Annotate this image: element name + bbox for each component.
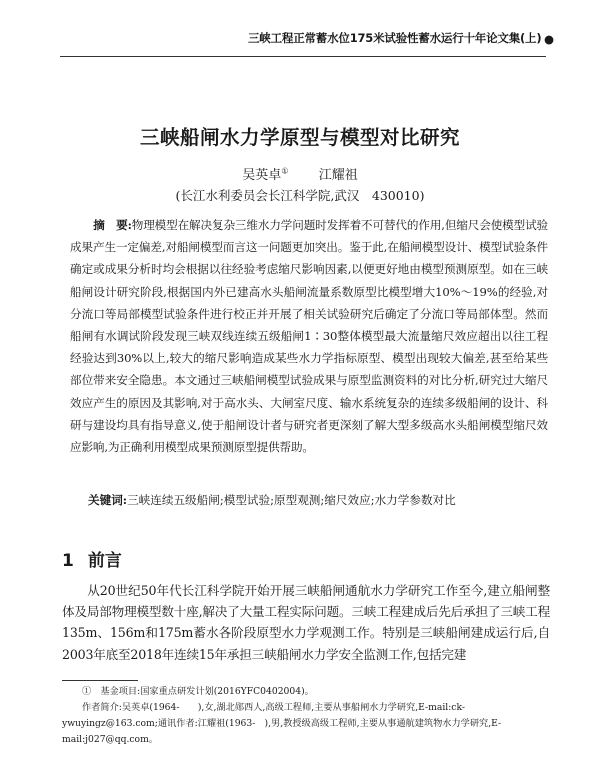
body-paragraph: 从20世纪50年代长江科学院开始开展三峡船闸通航水力学研究工作至今,建立船闸整体及局部物理模型数十座,解决了大量工程实际问题。三峡工程建成后先后承担了三峡工程135m、156m和175m蓄水各阶段原型水力学观测工作。特别是三峡船闸建成运行后,自2003年底至2018年连续15年承担三峡船闸水力学安全监测工作,包括完建 [62,583,550,662]
affiliation: (长江水利委员会长江科学院,武汉 430010) [175,188,425,203]
keywords-text: 三峡连续五级船闸;模型试验;原型观测;缩尺效应;水力学参数对比 [127,493,456,507]
section-title: 前言 [87,551,122,571]
section-number: 1 [62,551,74,571]
running-head-mark: ● [544,32,554,46]
running-head-text: 三峡工程正常蓄水位175米试验性蓄水运行十年论文集(上) [248,31,542,45]
abstract [70,214,548,458]
abstract-label: 摘 要: [93,218,132,232]
footnote-fund: ① 基金项目:国家重点研发计划(2016YFC0402004)。 [82,686,314,697]
footnotes [62,684,550,748]
paper-title: 三峡船闸水力学原型与模型对比研究 [139,126,460,149]
footnote-bio: 作者简介:吴英卓(1964- ),女,湖北郧西人,高级工程师,主要从事船闸水力学研究,E-mail:ck-ywuyingz@163.com;通讯作者:江耀祖(1963- ),男,教授级高级工程师,主要从事通航建筑物水力学研究,E-mail:j027@qq.com。 [62,702,502,745]
author-2: 江耀祖 [318,168,358,183]
author-1-mark: ① [281,166,289,176]
section-heading [62,546,362,571]
footnote-rule [62,680,138,681]
header-rule [60,56,546,57]
running-head [248,30,554,54]
keywords [88,490,548,510]
author-1: 吴英卓 [242,168,282,183]
authors [0,164,600,183]
keywords-label: 关键词: [88,493,128,507]
abstract-text: 物理模型在解决复杂三维水力学问题时发挥着不可替代的作用,但缩尺会使模型试验成果产生一定偏差,对船闸模型而言这一问题更加突出。鉴于此,在船闸模型设计、模型试验条件确定或成果分析时均会根据以往经验考虑缩尺影响因素,以便更好地由模型预测原型。如在三峡船闸设计研究阶段,根据国内外已建高水头船闸流量系数原型比模型增大10%～19%的经验,对分流口等局部模型试验条件进行校正并开展了相关试验研究后确定了分流口等局部体型。然而船闸有水调试阶段发现三峡双线连续五级船闸1∶30整体模型最大流量缩尺效应超出以往工程经验达到30%以上,较大的缩尺影响造成某些水力学指标原型、模型出现较大偏差,甚至给某些部位带来安全隐患。本文通过三峡船闸模型试验成果与原型监测资料的对比分析,研究过大缩尺效应产生的原因及其影响,对于高水头、大闸室尺度、输水系统复杂的连续多级船闸的设计、科研与建设均具有指导意义,使于船闸设计者与研究者更深刻了解大型多级高水头船闸模型缩尺效应影响,为正确利用模型成果预测原型提供帮助。 [70,218,548,455]
